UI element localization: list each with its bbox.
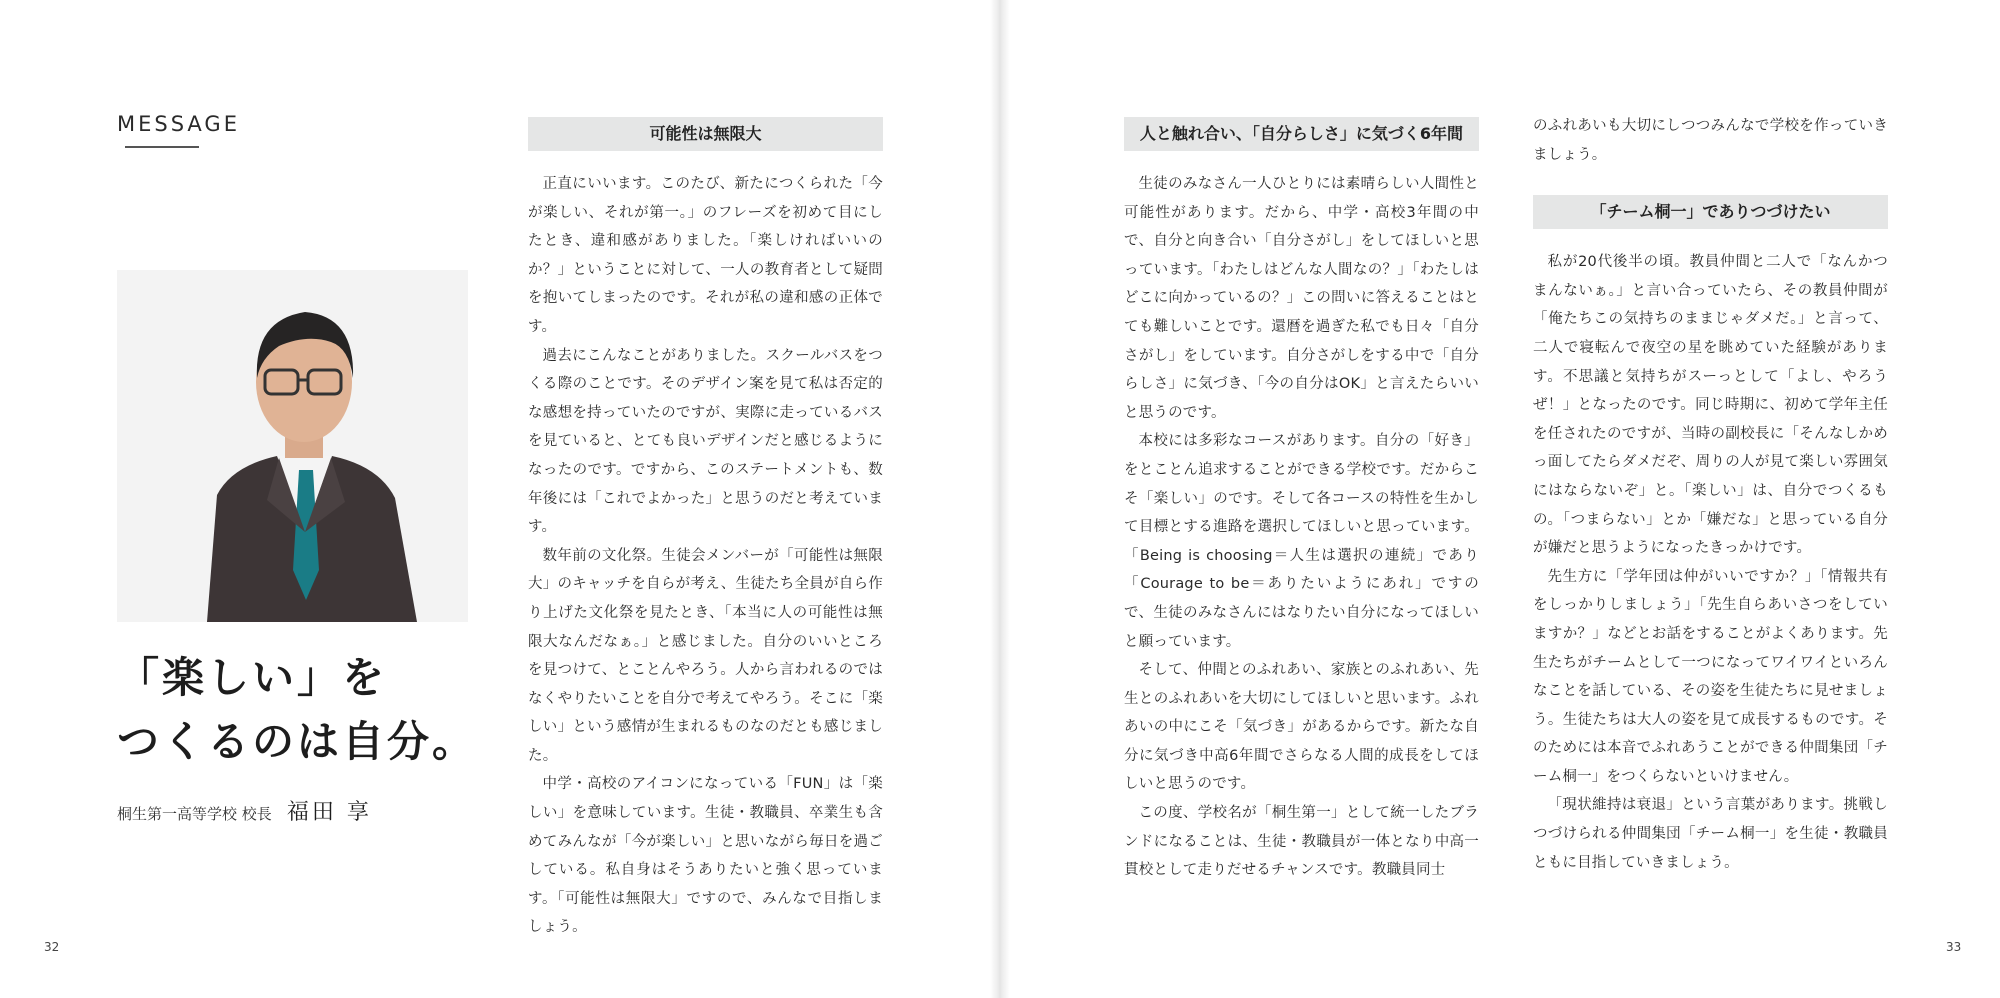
message-column bbox=[528, 117, 883, 942]
body-paragraph: 本校には多彩なコースがあります。自分の「好き」をとことん追求することができる学校です。だからこそ「楽しい」のです。そして各コースの特性を生かして目標とする進路を選択してほしいと思っています。「Being is choosing＝人生は選択の連続」であり「Courage to be＝ありたいようにあれ」ですので、生徒のみなさんにはなりたい自分になってほしいと願っています。 bbox=[1124, 433, 1479, 650]
headline-line: 「楽しい」を bbox=[117, 653, 388, 702]
section-label-underline bbox=[125, 146, 199, 148]
section-heading: 「チーム桐一」でありつづけたい bbox=[1533, 195, 1888, 229]
message-column bbox=[1533, 112, 1888, 877]
message-column bbox=[1124, 117, 1479, 885]
left-page bbox=[0, 0, 995, 998]
body-paragraph: 数年前の文化祭。生徒会メンバーが「可能性は無限大」のキャッチを自らが考え、生徒たち全員が自ら作り上げた文化祭を見たとき、「本当に人の可能性は無限大なんだなぁ。」と感じました。自分のいいところを見つけて、とことんやろう。人から言われるのではなくやりたいことを自分で考えてやろう。そこに「楽しい」という感情が生まれるものなのだとも感じました。 bbox=[528, 547, 883, 764]
body-paragraph: 私が20代後半の頃。教員仲間と二人で「なんかつまんないぁ。」と言い合っていたら、その教員仲間が「俺たちこの気持ちのままじゃダメだ。」と言って、二人で寝転んで夜空の星を眺めていた経験があります。不思議と気持ちがスーっとして「よし、やろうぜ！」となったのです。同じ時期に、初めて学年主任を任されたのですが、当時の副校長に「そんなしかめっ面してたらダメだぞ、周りの人が見て楽しい雰囲気にはならないぞ」と。「楽しい」は、自分でつくるもの。「つまらない」とか「嫌だな」と思っている自分が嫌だと思うようになったきっかけです。 bbox=[1533, 254, 1888, 557]
section-label: MESSAGE bbox=[117, 112, 240, 136]
continued-paragraph: のふれあいも大切にしつつみんなで学校を作っていきましょう。 bbox=[1533, 118, 1888, 163]
body-paragraph: そして、仲間とのふれあい、家族とのふれあい、先生とのふれあいを大切にしてほしいと思います。ふれあいの中にこそ「気づき」があるからです。新たな自分に気づき中高6年間でさらなる人間的成長をしてほしいと思うのです。 bbox=[1124, 662, 1479, 793]
signature bbox=[117, 795, 372, 826]
body-paragraph: 過去にこんなことがありました。スクールバスをつくる際のことです。そのデザイン案を見て私は否定的な感想を持っていたのですが、実際に走っているバスを見ていると、とても良いデザインだと感じるようになったのです。ですから、このステートメントも、数年後には「これでよかった」と思うのだと考えています。 bbox=[528, 347, 883, 536]
body-paragraph: 中学・高校のアイコンになっている「FUN」は「楽しい」を意味しています。生徒・教職員、卒業生も含めてみんなが「今が楽しい」と思いながら毎日を過ごしている。私自身はそうありたいと強く思っています。「可能性は無限大」ですので、みんなで目指しましょう。 bbox=[528, 776, 883, 936]
signature-org: 桐生第一高等学校 校長 bbox=[117, 805, 272, 823]
section-heading: 人と触れ合い、「自分らしさ」に気づく6年間 bbox=[1124, 117, 1479, 151]
page-number: 32 bbox=[44, 940, 60, 954]
headline bbox=[117, 646, 477, 774]
principal-portrait bbox=[117, 270, 468, 622]
page-number: 33 bbox=[1946, 940, 1962, 954]
body-paragraph: 正直にいいます。このたび、新たにつくられた「今が楽しい、それが第一。」のフレーズを初めて目にしたとき、違和感がありました。「楽しければいいのか？」ということに対して、一人の教育者として疑問を抱いてしまったのです。それが私の違和感の正体です。 bbox=[528, 176, 883, 335]
body-paragraph: 先生方に「学年団は仲がいいですか？」「情報共有をしっかりしましょう」「先生自らあいさつをしていますか？」などとお話をすることがよくあります。先生たちがチームとして一つになってワイワイといろんなことを話している、その姿を生徒たちに見せましょう。生徒たちは大人の姿を見て成長するものです。そのためには本音でふれあうことができる仲間集団「チーム桐一」をつくらないといけません。 bbox=[1533, 568, 1888, 785]
signature-name: 福田 享 bbox=[286, 800, 372, 825]
headline-line: つくるのは自分。 bbox=[117, 717, 478, 766]
body-paragraph: この度、学校名が「桐生第一」として統一したブランドになることは、生徒・教職員が一体となり中高一貫校として走りだせるチャンスです。教職員同士 bbox=[1124, 805, 1479, 879]
book-gutter bbox=[990, 0, 1010, 998]
section-heading: 可能性は無限大 bbox=[528, 117, 883, 151]
body-paragraph: 「現状維持は衰退」という言葉があります。挑戦しつづけられる仲間集団「チーム桐一」を生徒・教職員ともに目指していきましょう。 bbox=[1533, 797, 1888, 871]
body-paragraph: 生徒のみなさん一人ひとりには素晴らしい人間性と可能性があります。だから、中学・高校3年間の中で、自分と向き合い「自分さがし」をしてほしいと思っています。「わたしはどんな人間なの？」「わたしはどこに向かっているの？」この問いに答えることはとても難しいことです。還暦を過ぎた私でも日々「自分さがし」をしています。自分さがしをする中で「自分らしさ」に気づき、「今の自分はOK」と言えたらいいと思うのです。 bbox=[1124, 176, 1479, 421]
